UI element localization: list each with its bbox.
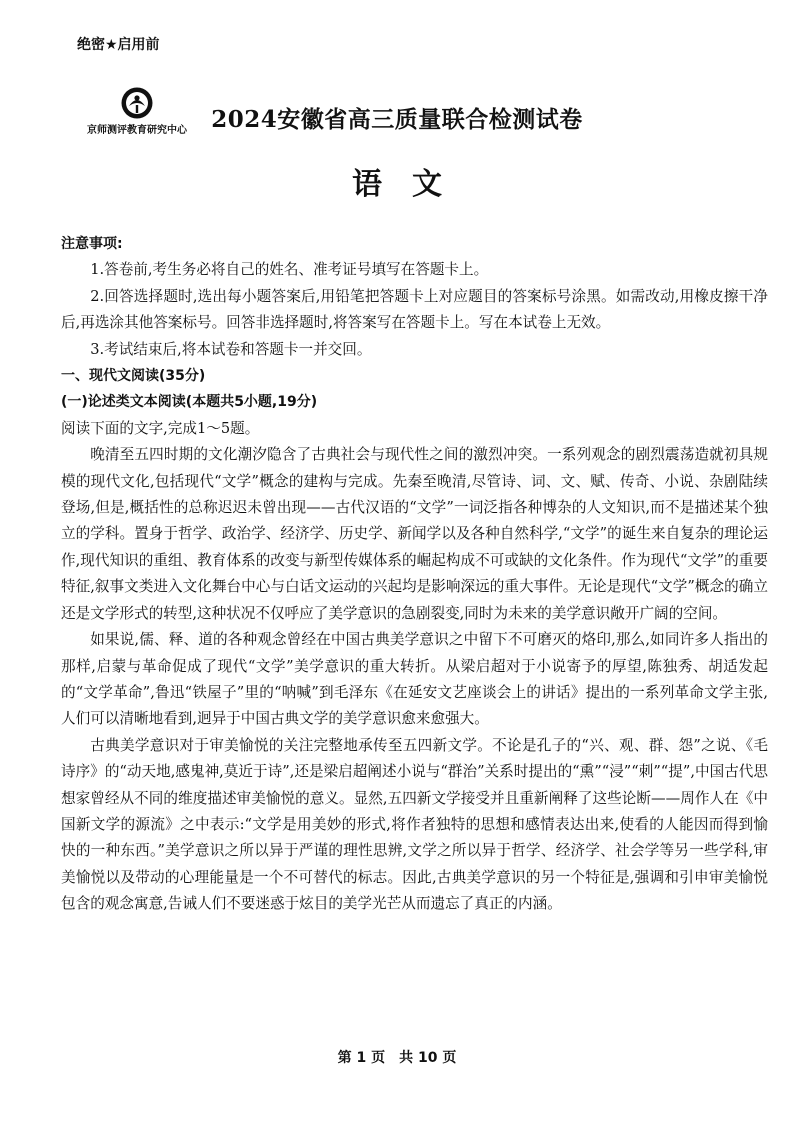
section-title: 一、现代文阅读(35分) [61, 368, 206, 385]
logo-caption: 京师测评教育研究中心 [87, 125, 187, 136]
passage-paragraph: 古典美学意识对于审美愉悦的关注完整地承传至五四新文学。不论是孔子的“兴、观、群、怨”之说、《毛诗序》的“动天地,感鬼神,莫近于诗”,还是梁启超阐述小说与“群治”关系时提出的“熏”“浸”“刺”“提”,中国古代思想家曾经从不同的维度描述审美愉悦的意义。显然,五四新文学接受并且重新阐释了这些论断——周作人在《中国新文学的源流》之中表示:“文学是用美妙的形式,将作者独特的思想和感情表达出来,使看的人能因而得到愉快的一种东西。”美学意识之所以异于严谨的理性思辨,文学之所以异于哲学、经济学、社会学等另一些学科,审美愉悦以及带动的心理能量是一个不可替代的标志。因此,古典美学意识的另一个特征是,强调和引申审美愉悦包含的观念寓意,告诫人们不要迷惑于炫目的美学光芒从而遗忘了真正的内涵。 [61, 736, 768, 913]
notice-item: 1.答卷前,考生务必将自己的姓名、准考证号填写在答题卡上。 [90, 261, 489, 279]
subject-title: 语文 [352, 167, 472, 202]
section-subtitle: (一)论述类文本阅读(本题共5小题,19分) [61, 394, 318, 411]
notice-item: 2.回答选择题时,选出每小题答案后,用铅笔把答题卡上对应题目的答案标号涂黑。如需改动,用橡皮擦干净后,再选涂其他答案标号。回答非选择题时,将答案写在答题卡上。写在本试卷上无效。 [61, 287, 768, 332]
passage-paragraph: 晚清至五四时期的文化潮汐隐含了古典社会与现代性之间的激烈冲突。一系列观念的剧烈震荡造就初具规模的现代文化,包括现代“文学”概念的建构与完成。先秦至晚清,尽管诗、词、文、赋、传奇、小说、杂剧陆续登场,但是,概括性的总称迟迟未曾出现——古代汉语的“文学”一词泛指各种博杂的人文知识,而不是描述某个独立的学科。置身于哲学、政治学、经济学、历史学、新闻学以及各种自然科学,“文学”的诞生来自复杂的理论运作,现代知识的重组、教育体系的改变与新型传媒体系的崛起构成不可或缺的文化条件。作为现代“文学”的重要特征,叙事文类进入文化舞台中心与白话文运动的兴起均是影响深远的重大事件。无论是现代“文学”概念的确立还是文学形式的转型,这种状况不仅呼应了美学意识的急剧裂变,同时为未来的美学意识敞开广阔的空间。 [61, 446, 768, 622]
notice-heading: 注意事项: [61, 236, 123, 252]
exam-title: 2024安徽省高三质量联合检测试卷 [211, 106, 583, 133]
exam-content [61, 231, 768, 918]
confidential-label: 绝密★启用前 [77, 37, 160, 53]
reading-instruction: 阅读下面的文字,完成1～5题。 [61, 419, 260, 437]
page-number: 第 1 页 共 10 页 [337, 1050, 457, 1066]
notice-item: 3.考试结束后,将本试卷和答题卡一并交回。 [90, 340, 372, 358]
passage-paragraph: 如果说,儒、释、道的各种观念曾经在中国古典美学意识之中留下不可磨灭的烙印,那么,如同许多人指出的那样,启蒙与革命促成了现代“文学”美学意识的重大转折。从梁启超对于小说寄予的厚望,陈独秀、胡适发起的“文学革命”,鲁迅“铁屋子”里的“呐喊”到毛泽东《在延安文艺座谈会上的讲话》提出的一系列革命文学主张,人们可以清晰地看到,迥异于中国古典文学的美学意识愈来愈强大。 [61, 631, 768, 728]
